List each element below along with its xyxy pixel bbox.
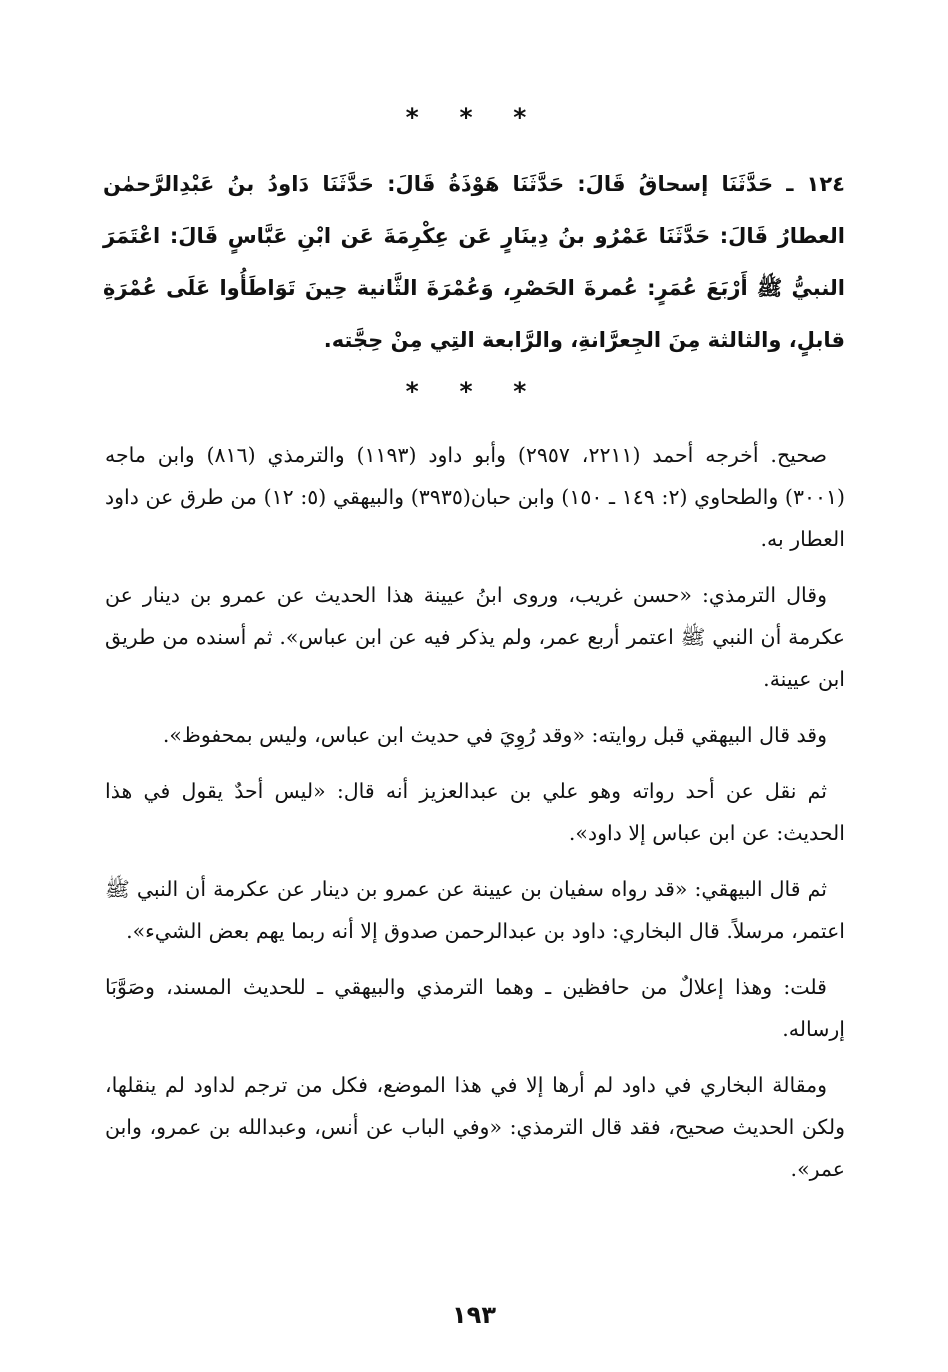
section-separator-bottom: * * * [405, 377, 543, 406]
section-separator-top: * * * [405, 103, 543, 132]
commentary-block [105, 434, 845, 1204]
author-note-paragraph: قلت: وهذا إعلالٌ من حافظين ـ وهما الترمذي والبيهقي ـ للحديث المسند، وصَوَّبَا إرساله. [105, 975, 845, 1041]
bayhaqi-second-paragraph: ثم قال البيهقي: «قد رواه سفيان بن عيينة عن عمرو بن دينار عن عكرمة أن النبي ﷺ اعتمر، مرسلاً. قال البخاري: داود بن عبدالرحمن صدوق إلا أنه ربما يهم بعض الشيء». [105, 877, 845, 943]
bayhaqi-paragraph: وقد قال البيهقي قبل روايته: «وقد رُوِيَ في حديث ابن عباس، وليس بمحفوظ». [162, 723, 827, 747]
page-number: ١٩٣ [452, 1301, 496, 1329]
takhrij-paragraph: صحيح. أخرجه أحمد (٢٢١١، ٢٩٥٧) وأبو داود (١١٩٣) والترمذي (٨١٦) وابن ماجه (٣٠٠١) والطحاوي (٢: ١٤٩ ـ ١٥٠) وابن حبان(٣٩٣٥) والبيهقي (٥: ١٢) من طرق عن داود العطار به. [105, 443, 845, 551]
narrator-paragraph: ثم نقل عن أحد رواته وهو علي بن عبدالعزيز أنه قال: «ليس أحدٌ يقول في هذا الحديث: عن ابن عباس إلا داود». [105, 779, 845, 845]
hadith-text: ١٢٤ ـ حَدَّثَنَا إسحاقُ قَالَ: حَدَّثَنَا هَوْذَةُ قَالَ: حَدَّثَنَا دَاودُ بنُ عَبْدِالرَّحمٰن العطارُ قَالَ: حَدَّثَنَا عَمْرُو بنُ دِينَارٍ عَن عِكْرِمَةَ عَن ابْنِ عَبَّاسٍ قَالَ: اعْتَمَرَ النبيُّ ﷺ أَرْبَعَ عُمَرٍ: عُمرةَ الحَصْرِ، وَعُمْرَةَ الثَّانية حِينَ تَوَاطَأُوا عَلَى عُمْرَةِ قابلٍ، والثالثة مِنَ الجِعرَّانةِ، والرَّابعة التِي مِنْ حِجَّته. [103, 172, 845, 352]
bukhari-paragraph: ومقالة البخاري في داود لم أرها إلا في هذا الموضع، فكل من ترجم لداود لم ينقلها، ولكن الحديث صحيح، فقد قال الترمذي: «وفي الباب عن أنس، وعبدالله بن عمرو، وابن عمر». [105, 1073, 845, 1181]
tirmidhi-paragraph: وقال الترمذي: «حسن غريب، وروى ابنُ عيينة هذا الحديث عن عمرو بن دينار عن عكرمة أن النبي ﷺ اعتمر أربع عمر، ولم يذكر فيه عن ابن عباس». ثم أسنده من طريق ابن عيينة. [105, 583, 845, 691]
